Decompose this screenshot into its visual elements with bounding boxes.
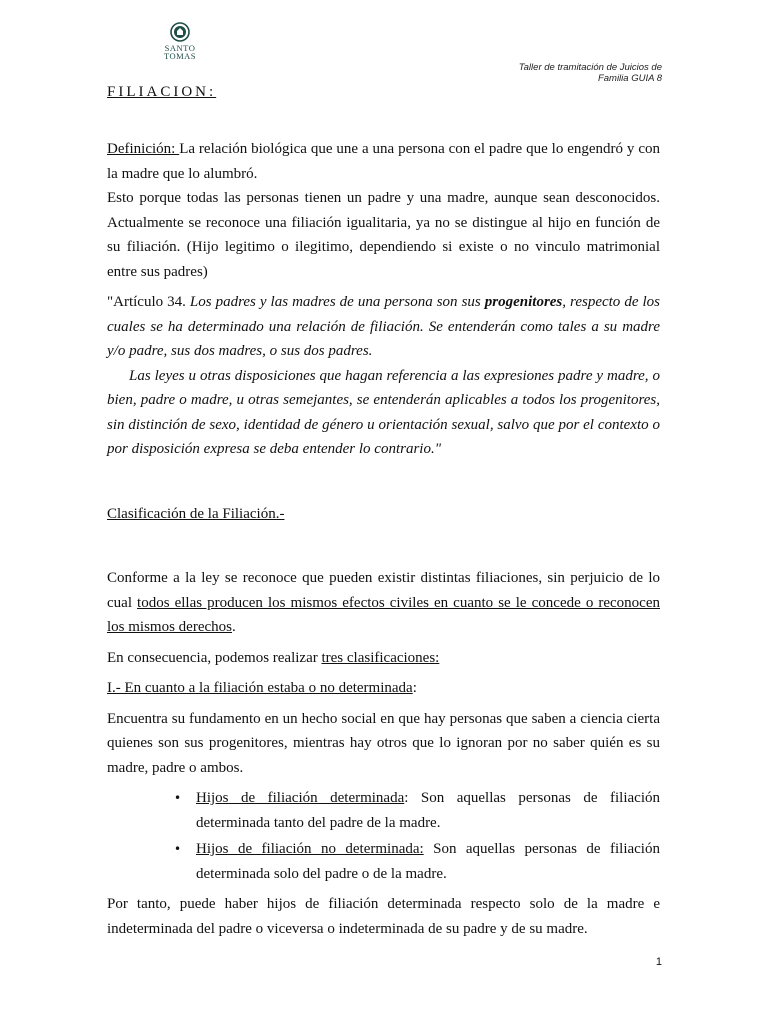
page-number: 1: [655, 956, 662, 968]
section-1-colon: :: [412, 680, 417, 696]
definition-text: La relación biológica que une a una persona con el padre que lo engendró y con la madre que lo alumbró.: [107, 141, 660, 182]
document-body: [107, 137, 660, 941]
definition-label: Definición:: [107, 141, 180, 157]
bullet-label: Hijos de filiación no determinada:: [196, 841, 424, 857]
conforme-post: .: [232, 619, 236, 635]
section-1-heading: [107, 676, 660, 701]
santo-tomas-logo: [150, 22, 210, 60]
article-quote: [107, 290, 660, 364]
list-item: [107, 786, 660, 835]
filiation-types-list: [107, 786, 660, 886]
logo-text: SANTO TOMAS: [163, 43, 197, 61]
paragraph-consecuencia: [107, 646, 660, 671]
university-seal-icon: [170, 22, 190, 42]
page-title: FILIACION:: [107, 84, 217, 100]
article-number: "Artículo 34.: [107, 294, 190, 310]
conforme-underlined: todos ellas producen los mismos efectos civiles en cuanto se le concede o reconocen los mismos derechos: [107, 594, 660, 635]
document-header: [519, 62, 662, 84]
bullet-text: : Son aquellas personas de filiación determinada tanto del padre de la madre.: [196, 790, 660, 831]
article-quote-paragraph-2: Las leyes u otras disposiciones que hagan referencia a las expresiones padre y madre, o bien, padre o madre, u otras semejantes, se entenderán aplicables a todos los progenitores, sin distinción de sexo, identidad de género u orientación sexual, salvo que por el contexto o por disposición expresa se deba entender lo contrario.": [107, 367, 660, 457]
consecuencia-pre: En consecuencia, podemos realizar: [107, 649, 322, 666]
bullet-label: Hijos de filiación determinada: [196, 790, 405, 806]
article-text-1: Los padres y las madres de una persona son sus: [189, 294, 485, 310]
paragraph-conforme: [107, 566, 660, 640]
classification-heading: Clasificación de la Filiación.-: [107, 505, 285, 522]
definition-paragraph: [107, 137, 660, 186]
list-item: [107, 837, 660, 886]
conforme-pre: Conforme a la ley se reconoce que pueden existir distintas filiaciones, sin perjuicio de lo cual: [107, 570, 660, 611]
consecuencia-underlined: tres clasificaciones:: [321, 649, 440, 666]
section-1-heading-text: I.- En cuanto a la filiación estaba o no determinada: [107, 680, 413, 696]
paragraph-encuentra: Encuentra su fundamento en un hecho social en que hay personas que saben a ciencia cierta quienes son sus progenitores, mientras hay otros que lo ignoran por no saber quién es su madre, padre o ambos.: [107, 710, 660, 776]
bullet-icon: •: [174, 791, 182, 805]
bullet-icon: •: [174, 842, 182, 856]
paragraph-esto: Esto porque todas las personas tienen un padre y una madre, aunque sean desconocidos. Actualmente se reconoce una filiación igualitaria, ya no se distingue al hijo en función de su filiación. (Hijo legitimo o ilegitimo, dependiendo si existe o no vinculo matrimonial entre sus padres): [107, 190, 660, 280]
paragraph-por-tanto: Por tanto, puede haber hijos de filiación determinada respecto solo de la madre e indeterminada del padre o viceversa o indeterminada de su padre y de su madre.: [107, 896, 660, 937]
article-bold-term: progenitores: [484, 294, 563, 310]
article-text-2: , respecto de los cuales se ha determinado una relación de filiación. Se entenderán como tales a su madre y/o padre, sus dos madres, o sus dos padres.: [107, 294, 660, 359]
header-line-1: Taller de tramitación de Juicios de: [518, 62, 662, 73]
bullet-text: Son aquellas personas de filiación determinada solo del padre o de la madre.: [196, 841, 660, 882]
header-line-2: Familia GUIA 8: [597, 73, 662, 84]
